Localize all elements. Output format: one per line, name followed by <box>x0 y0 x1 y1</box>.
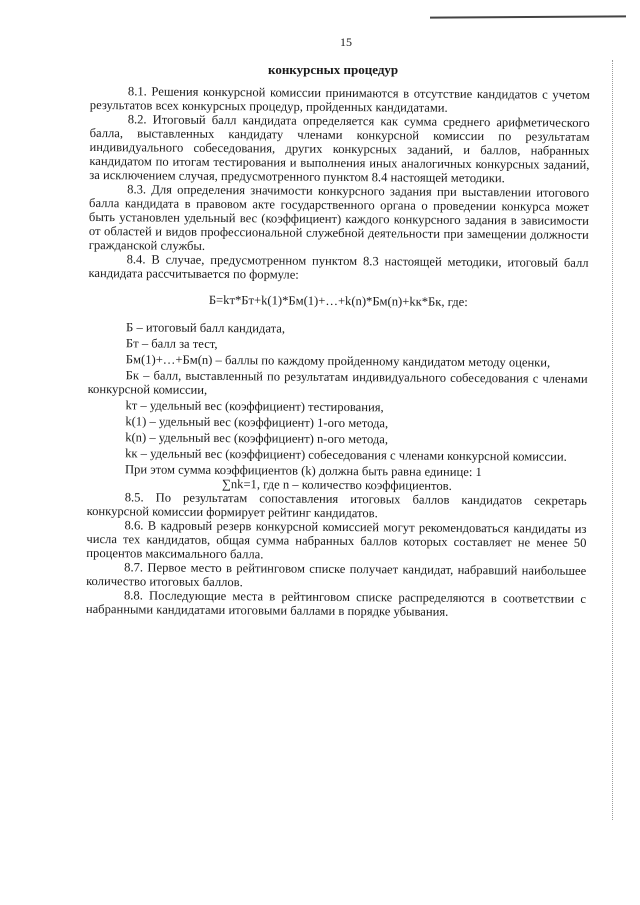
section-title: конкурсных процедур <box>268 62 399 77</box>
definition-item: Бк – балл, выставленный по результатам индивидуального собеседования с членами конкурсной комиссии, <box>87 368 588 397</box>
paragraph-8-1: 8.1. Решения конкурсной комиссии принимаются в отсутствие кандидатов с учетом результатов всех конкурсных процедур, пройденных кандидатами. <box>89 84 590 115</box>
paragraph-8-7: 8.7. Первое место в рейтинговом списке получает кандидат, набравший наибольшее количество итоговых баллов. <box>86 560 587 590</box>
definition-item: Б – итоговый балл кандидата, <box>126 320 286 336</box>
scan-artifact-line <box>430 15 626 18</box>
definition-item: Бм(1)+…+Бм(n) – баллы по каждому пройденному кандидатом методу оценки, <box>125 352 551 370</box>
score-formula: Б=kт*Бт+k(1)*Бм(1)+…+k(n)*Бм(n)+kк*Бк, где: <box>208 292 468 309</box>
sum-rule: При этом сумма коэффициентов (k) должна быть равна единице: 1 <box>124 462 482 480</box>
paragraph-8-6: 8.6. В кадровый резерв конкурсной комиссией могут рекомендоваться кандидаты из числа тех кандидатов, общая сумма набранных баллов которых составляет не менее 50 процентов максимального балла. <box>86 518 587 562</box>
paragraph-8-3: 8.3. Для определения значимости конкурсного задания при выставлении итогового балла кандидата в правовом акте государственного органа о проведении конкурса может быть установлен удельный вес (коэффициент) каждого конкурсного задания в зависимости от областей и видов профессиональной служебной деятельности при замещении должности гражданской службы. <box>88 182 590 253</box>
sum-formula: ∑nk=1, где n – количество коэффициентов. <box>221 477 452 493</box>
definition-item: Бт – балл за тест, <box>125 336 218 352</box>
page-number: 15 <box>340 35 352 49</box>
scan-artifact-edge <box>612 60 614 820</box>
paragraph-8-2: 8.2. Итоговый балл кандидата определяется как сумма среднего арифметического балла, выставленных кандидату членами конкурсной комиссии по результатам индивидуального собеседования, других конкурсных заданий, и баллов, набранных кандидатом по итогам тестирования и выполнения иных аналогичных конкурсных заданий, за исключением случая, предусмотренного пунктом 8.4 настоящей методики. <box>89 112 590 186</box>
definition-item: k(n) – удельный вес (коэффициент) n-ого метода, <box>125 430 389 447</box>
definition-item: kт – удельный вес (коэффициент) тестирования, <box>125 398 384 415</box>
definition-item: k(1) – удельный вес (коэффициент) 1-ого метода, <box>125 414 389 431</box>
paragraph-8-4: 8.4. В случае, предусмотренном пунктом 8.3 настоящей методики, итоговый балл кандидата рассчитывается по формуле: <box>88 252 589 282</box>
document-body <box>86 84 590 620</box>
paragraph-8-8: 8.8. Последующие места в рейтинговом списке распределяются в соответствии с набранными кандидатами итоговыми баллами в порядке убывания. <box>85 588 587 619</box>
definition-item: kк – удельный вес (коэффициент) собеседования с членами конкурсной комиссии. <box>125 446 567 464</box>
paragraph-8-5: 8.5. По результатам сопоставления итоговых баллов кандидатов секретарь конкурсной комиссии формирует рейтинг кандидатов. <box>86 490 587 521</box>
formula-definitions <box>87 320 588 464</box>
